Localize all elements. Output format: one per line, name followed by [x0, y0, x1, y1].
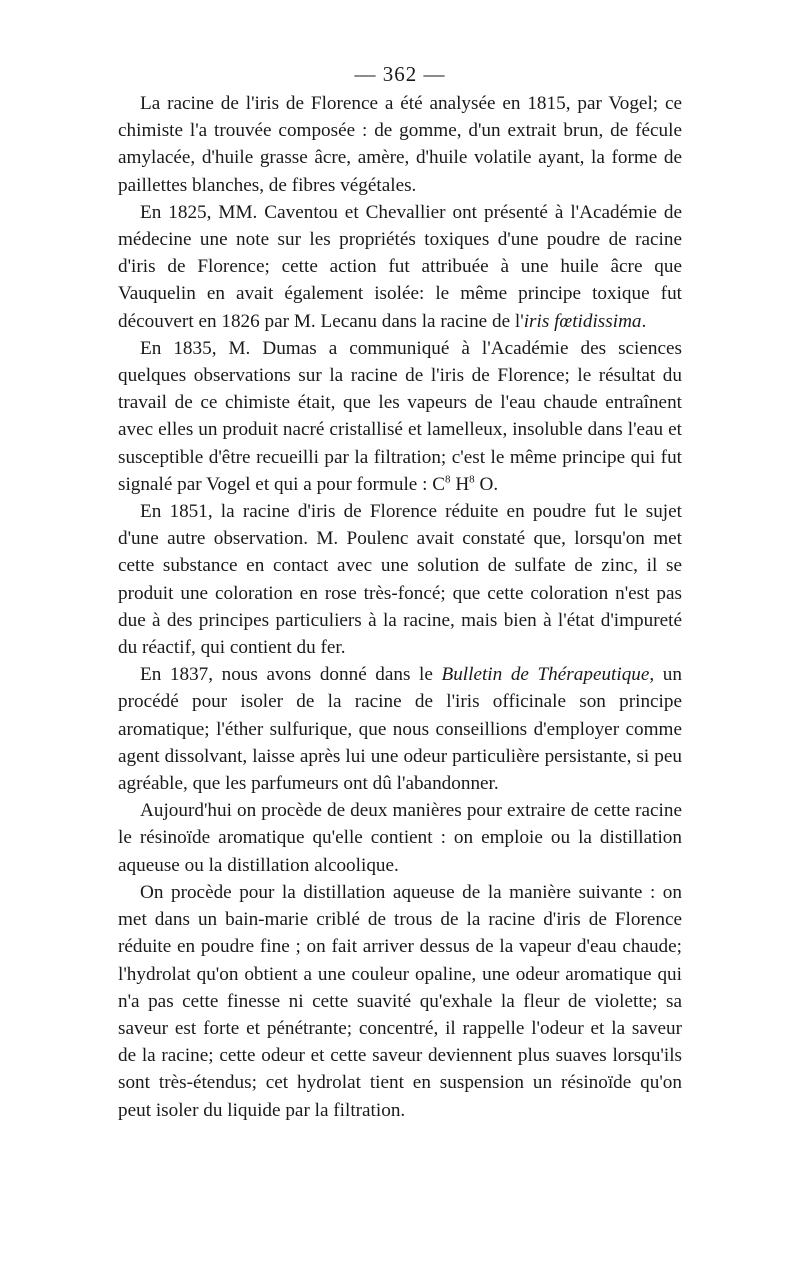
- paragraph: [118, 661, 682, 797]
- italic-text: iris fœtidissima: [523, 310, 642, 332]
- text-run: En 1835, M. Dumas a communiqué à l'Académie des sciences quelques observations sur la racine de l'iris de Florence; le résultat du travail de ce chimiste était, que les vapeurs de l'eau chaude entraînent avec elles un produit nacré cristallisé et lamelleux, insoluble dans l'eau et susceptible d'être recueilli par la filtration; c'est le même principe qui fut signalé par Vogel et qui a pour formule : C: [118, 337, 682, 495]
- paragraph: [118, 90, 682, 199]
- text-run: H: [450, 473, 470, 495]
- paragraph: [118, 879, 682, 1124]
- paragraph: [118, 335, 682, 498]
- text-run: O.: [474, 473, 499, 495]
- page-number: — 362 —: [354, 62, 446, 86]
- italic-text: Bulletin de Thérapeutique: [441, 664, 650, 686]
- paragraph: [118, 199, 682, 335]
- book-page: [118, 60, 682, 1124]
- text-run: La racine de l'iris de Florence a été analysée en 1815, par Vogel; ce chimiste l'a trouvée composée : de gomme, d'un extrait brun, de fécule amylacée, d'huile grasse âcre, amère, d'huile volatile ayant, la forme de paillettes blanches, de fibres végétales.: [118, 93, 682, 196]
- body-text: [118, 90, 682, 1124]
- text-run: .: [641, 310, 647, 332]
- paragraph: [118, 498, 682, 661]
- text-run: Aujourd'hui on procède de deux manières pour extraire de cette racine le résinoïde aromatique qu'elle contient : on emploie ou la distillation aqueuse ou la distillation alcoolique.: [118, 800, 682, 876]
- text-run: En 1837, nous avons donné dans le: [140, 664, 442, 686]
- text-run: On procède pour la distillation aqueuse de la manière suivante : on met dans un bain-marie criblé de trous de la racine d'iris de Florence réduite en poudre fine ; on fait arriver dessus de la vapeur d'eau chaude; l'hydrolat qu'on obtient a une couleur opaline, une odeur aromatique qui n'a pas cette finesse ni cette suavité qu'exhale la fleur de violette; sa saveur est forte et pénétrante; concentré, il rappelle l'odeur et la saveur de la racine; cette odeur et cette saveur deviennent plus suaves lorsqu'ils sont très-étendus; cet hydrolat tient en suspension un résinoïde qu'on peut isoler du liquide par la filtration.: [118, 881, 682, 1121]
- text-run: , un procédé pour isoler de la racine de l'iris officinale son principe aromatique; l'éther sulfurique, que nous conseillions d'employer comme agent dissolvant, laisse après lui une odeur particulière persistante, si peu agréable, que les parfumeurs ont dû l'abandonner.: [118, 664, 682, 795]
- text-run: En 1851, la racine d'iris de Florence réduite en poudre fut le sujet d'une autre observation. M. Poulenc avait constaté que, lorsqu'on met cette substance en contact avec une solution de sulfate de zinc, il se produit une coloration en rose très-foncé; que cette coloration n'est pas due à des principes particuliers à la racine, mais bien à l'état d'impureté du réactif, qui contient du fer.: [118, 501, 682, 659]
- paragraph: [118, 797, 682, 879]
- formula-superscript: 8: [445, 473, 451, 486]
- formula-superscript: 8: [469, 473, 475, 486]
- text-run: En 1825, MM. Caventou et Chevallier ont présenté à l'Académie de médecine une note sur les propriétés toxiques d'une poudre de racine d'iris de Florence; cette action fut attribuée à une huile âcre que Vauquelin en avait également isolée: le même principe toxique fut découvert en 1826 par M. Lecanu dans la racine de l': [118, 201, 682, 332]
